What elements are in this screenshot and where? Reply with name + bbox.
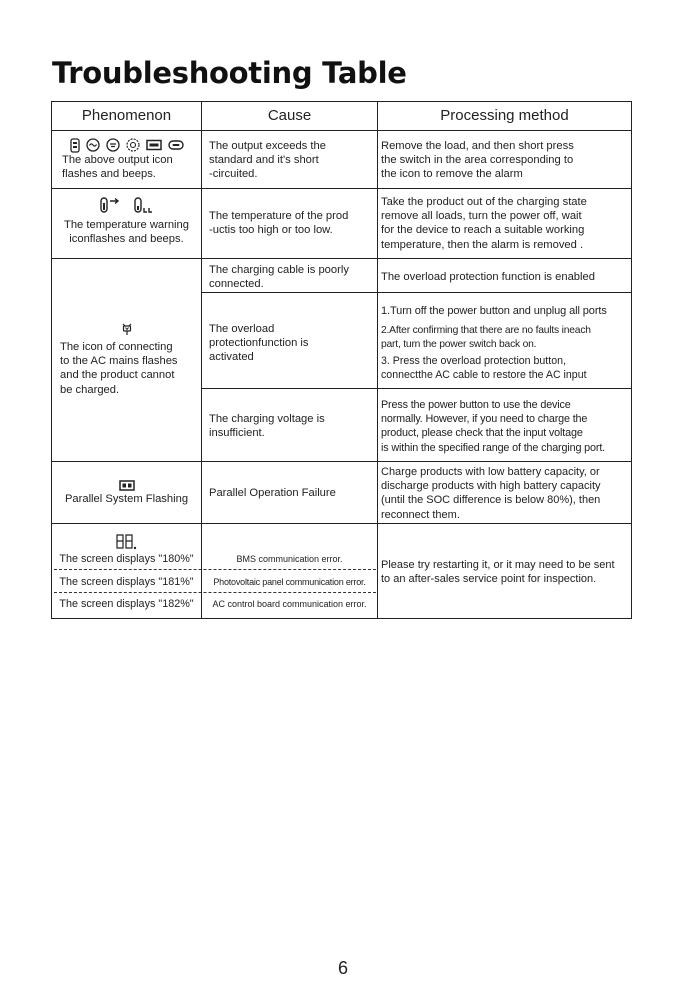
ac-output-icon	[86, 138, 100, 152]
usb-icon	[146, 139, 162, 151]
row5-method: Please try restarting it, or it may need to be sent to an after-sales service point for inspection.	[381, 559, 615, 586]
header-phenomenon: Phenomenon	[81, 107, 172, 124]
row1-cause: The output exceeds the standard and it's short -circuited.	[209, 140, 326, 181]
row3-method-b3: 3. Press the overload protection button, connectthe AC cable to restore the AC input	[381, 355, 587, 382]
parallel-system-icon	[119, 480, 135, 491]
temperature-icons	[52, 197, 201, 213]
header-cause: Cause	[267, 107, 312, 124]
row5-cause-ac: AC control board communication error.	[212, 599, 367, 609]
row3-cause-a: The charging cable is poorly connected.	[209, 264, 349, 291]
usb-c-icon	[168, 139, 184, 151]
output-icons	[52, 137, 201, 153]
parallel-icon-wrap	[52, 479, 201, 491]
row5-cause-pv: Photovoltaic panel communication error.	[213, 577, 366, 587]
row4-phenomenon: Parallel System Flashing	[64, 493, 189, 505]
ac-mains-icon-wrap	[52, 321, 201, 337]
low-temperature-icon	[134, 197, 154, 213]
row5-phenomenon-182: The screen displays "182%"	[59, 598, 194, 610]
row2-cause: The temperature of the prod -uctis too high or too low.	[209, 210, 349, 237]
header-processing-method: Processing method	[440, 107, 569, 124]
dc-output-icon	[106, 138, 120, 152]
row1-method: Remove the load, and then short press the switch in the area corresponding to the icon to remove the alarm	[381, 140, 574, 181]
troubleshooting-table	[51, 101, 632, 619]
row5-cause-bms: BMS communication error.	[236, 554, 343, 564]
page-title: Troubleshooting Table	[52, 56, 407, 90]
ac-mains-icon	[120, 322, 134, 336]
error-display-icon-wrap	[52, 533, 201, 551]
row3-method-a: The overload protection function is enabled	[381, 271, 595, 283]
row3-cause-c: The charging voltage is insufficient.	[209, 413, 325, 440]
row3-method-b1: 1.Turn off the power button and unplug all ports	[381, 305, 607, 317]
page-number: 6	[337, 958, 348, 978]
row1-phenomenon: The above output icon flashes and beeps.	[62, 154, 173, 181]
row3-method-b2: 2.After confirming that there are no faults ineach part, turn the power switch back on.	[381, 325, 591, 351]
row3-method-c: Press the power button to use the device normally. However, if you need to charge the product, please check that the input voltage is within the specified range of the charging port.	[381, 399, 606, 454]
row4-method: Charge products with low battery capacity, or discharge products with high battery capacity (until the SOC difference is below 80%), then reconnect them.	[381, 466, 601, 521]
row2-phenomenon: The temperature warning iconflashes and beeps.	[64, 219, 189, 246]
row3-cause-b: The overload protectionfunction is activated	[209, 323, 309, 364]
row5-phenomenon-180: The screen displays "180%"	[59, 553, 194, 565]
light-icon	[126, 138, 140, 152]
row5-phenomenon-181: The screen displays "181%"	[59, 576, 194, 588]
error-code-display-icon	[115, 533, 139, 551]
battery-output-icon	[70, 138, 80, 153]
high-temperature-icon	[100, 197, 120, 213]
row3-phenomenon: The icon of connecting to the AC mains flashes and the product cannot be charged.	[60, 341, 178, 396]
row2-method: Take the product out of the charging state remove all loads, turn the power off, wait for the device to reach a suitable working temperature, then the alarm is removed .	[381, 196, 587, 251]
row4-cause: Parallel Operation Failure	[209, 487, 336, 499]
